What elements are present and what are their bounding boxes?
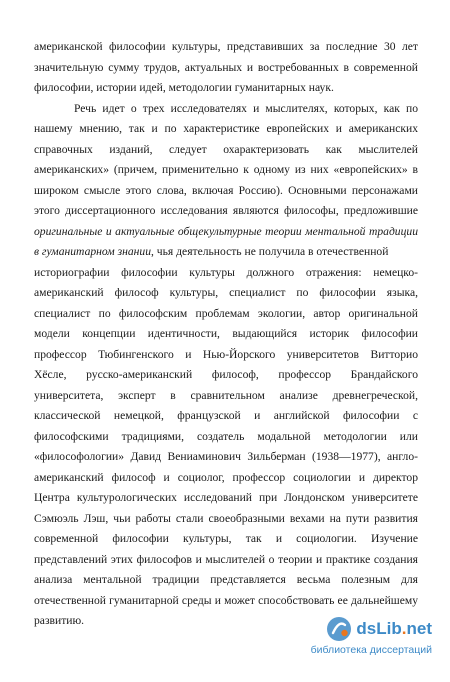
paragraph-2-line: представлений этих философов и мыслителей о теории и практике создания — [34, 552, 418, 566]
paragraph-2-line: философскими традициями, создатель модальной методологии или — [34, 429, 418, 443]
paragraph-2-line: модели концепции идентичности, выдающийся историк философии — [34, 327, 418, 340]
paragraph-2-line: американских» (причем, применительно к одному из них «европейских» в — [34, 163, 418, 176]
dslib-subtitle: библиотека диссертаций — [310, 644, 432, 656]
paragraph-1-line: философии, истории идей, методологии гуманитарных наук. — [34, 81, 334, 94]
paragraph-2-line: «философологии» Давид Вениаминович Зильберман (1938—1977), англо- — [34, 450, 418, 463]
brand-dot: . — [401, 619, 407, 638]
paragraph-2-mixed-line — [34, 242, 418, 263]
paragraph-2-line: современной философии культуры, так и социологии. Изучение — [34, 532, 418, 545]
paragraph-2-line: американский философ и социолог, профессор социологии и директор — [34, 470, 418, 484]
paragraph-2-line: американский философ культуры, специалист по философии языка, — [34, 286, 418, 299]
paragraph-2-line: этого диссертационного исследования являются философы, предложившие — [34, 204, 418, 217]
paragraph-1-line: американской философии культуры, представивших за последние 30 лет — [34, 40, 418, 53]
italic-phrase: в гуманитарном знании — [34, 245, 151, 258]
paragraph-2-line: Центра культурологических исследований при Лондонском университете — [34, 491, 418, 504]
line-remainder: , чья деятельность не получила в отечественной — [151, 245, 389, 258]
paragraph-2-line: классической немецкой, французской и английской философии с — [34, 409, 418, 422]
paragraph-2-line: справочных изданий, следует охарактеризовать как мыслителей — [34, 142, 418, 156]
dslib-watermark[interactable] — [310, 614, 438, 662]
paragraph-2-line: широком смысле этого слова, включая Россию). Основными персонажами — [34, 183, 418, 197]
paragraph-2-line: Речь идет о трех исследователях и мыслителях, которых, как по — [74, 101, 418, 115]
paragraph-2-line: отечественной гуманитарной среды и может способствовать ее дальнейшему — [34, 593, 418, 607]
document-body — [34, 37, 418, 632]
dslib-brand-name — [356, 619, 432, 639]
paragraph-2-line: специалист по философским проблемам экологии, автор оригинальной — [34, 306, 418, 320]
paragraph-2-line: университета, эксперт в сравнительном анализе древнегреческой, — [34, 388, 418, 402]
paragraph-2-line: Хёсле, русско-американский философ, профессор Брандайского — [34, 368, 418, 381]
dslib-logo-icon — [326, 616, 352, 642]
paragraph-1-line: значительную сумму трудов, актуальных и востребованных в современной — [34, 60, 418, 74]
dslib-logo — [326, 614, 432, 644]
brand-tld: net — [406, 619, 432, 638]
brand-main: dsLib — [356, 619, 402, 638]
paragraph-2-line: нашему мнению, так и по характеристике европейских и американских — [34, 122, 418, 135]
paragraph-2-line: историографии философии культуры должного отражения: немецко- — [34, 265, 418, 279]
paragraph-2-italic-line: оригинальные и актуальные общекультурные теории ментальной традиции — [34, 224, 418, 238]
paragraph-2-line: Сэмюэль Лэш, чьи работы стали своеобразными вехами на пути развития — [34, 511, 418, 525]
paragraph-2-line: развитию. — [34, 614, 85, 627]
paragraph-2-line: анализа ментальной традиции представляется весьма полезным для — [34, 573, 418, 586]
paragraph-2-line: профессор Тюбингенского и Нью-Йорского университетов Витторио — [34, 347, 418, 361]
